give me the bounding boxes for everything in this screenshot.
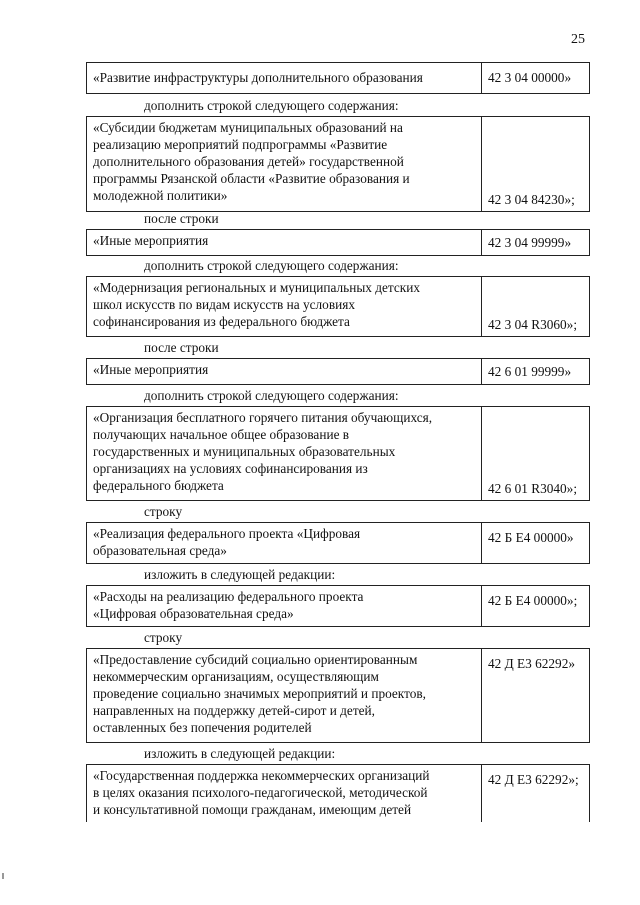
- row-description: «Реализация федерального проекта «Цифровая образовательная среда»: [87, 523, 482, 563]
- row-code: 42 Д Е3 62292»: [488, 656, 576, 671]
- instruction-text: изложить в следующей редакции:: [144, 567, 336, 582]
- table-row: [86, 276, 590, 337]
- instruction-text: строку: [144, 630, 183, 645]
- instruction-text: после строки: [144, 211, 219, 226]
- row-description: «Модернизация региональных и муниципальных детских школ искусств по видам искусств на условиях софинансирования из федерального бюджета: [87, 277, 482, 336]
- table-row: [86, 406, 590, 501]
- table-row: [86, 229, 590, 256]
- row-description: «Организация бесплатного горячего питания обучающихся, получающих начальное общее образование в государственных и муниципальных образовательных организациях на условиях софинансирования из федерального бюджета: [87, 407, 482, 500]
- table-row: [86, 764, 590, 822]
- instruction-text: дополнить строкой следующего содержания:: [144, 388, 399, 403]
- instruction-text: дополнить строкой следующего содержания:: [144, 258, 399, 273]
- table-row: [86, 585, 590, 627]
- table-row: [86, 62, 590, 94]
- table-row: [86, 116, 590, 212]
- scan-edge-mark: [2, 873, 4, 879]
- row-code: 42 3 04 00000»: [488, 70, 572, 85]
- instruction-text: после строки: [144, 340, 219, 355]
- row-code: 42 Д Е3 62292»;: [488, 772, 579, 787]
- table-row: [86, 648, 590, 743]
- row-code: 42 Б Е4 00000»: [488, 530, 574, 545]
- row-description: «Государственная поддержка некоммерческих организаций в целях оказания психолого-педагогической, методической и консультативной помощи гражданам, имеющим детей: [87, 765, 482, 822]
- row-description: «Расходы на реализацию федерального проекта «Цифровая образовательная среда»: [87, 586, 482, 626]
- row-code: 42 6 01 R3040»;: [488, 481, 578, 496]
- instruction-text: дополнить строкой следующего содержания:: [144, 98, 399, 113]
- page-number: 25: [571, 32, 585, 47]
- row-code: 42 Б Е4 00000»;: [488, 593, 578, 608]
- row-code: 42 6 01 99999»: [488, 363, 572, 379]
- table-row: [86, 358, 590, 385]
- row-code: 42 3 04 R3060»;: [488, 317, 578, 332]
- row-code: 42 3 04 84230»;: [488, 192, 575, 207]
- row-description: «Развитие инфраструктуры дополнительного образования: [87, 63, 482, 93]
- instruction-text: строку: [144, 504, 183, 519]
- row-description: «Предоставление субсидий социально ориентированным некоммерческим организациям, осуществляющим проведение социально значимых мероприятий и проектов, направленных на поддержку детей-сирот и детей, оставленных без попечения родителей: [87, 649, 482, 742]
- row-description: «Иные мероприятия: [87, 230, 482, 255]
- row-description: «Иные мероприятия: [87, 359, 482, 384]
- row-description: «Субсидии бюджетам муниципальных образований на реализацию мероприятий подпрограммы «Развитие дополнительного образования детей» государственной программы Рязанской области «Развитие образования и молодежной политики»: [87, 117, 482, 211]
- instruction-text: изложить в следующей редакции:: [144, 746, 336, 761]
- row-code: 42 3 04 99999»: [488, 234, 572, 250]
- table-row: [86, 522, 590, 564]
